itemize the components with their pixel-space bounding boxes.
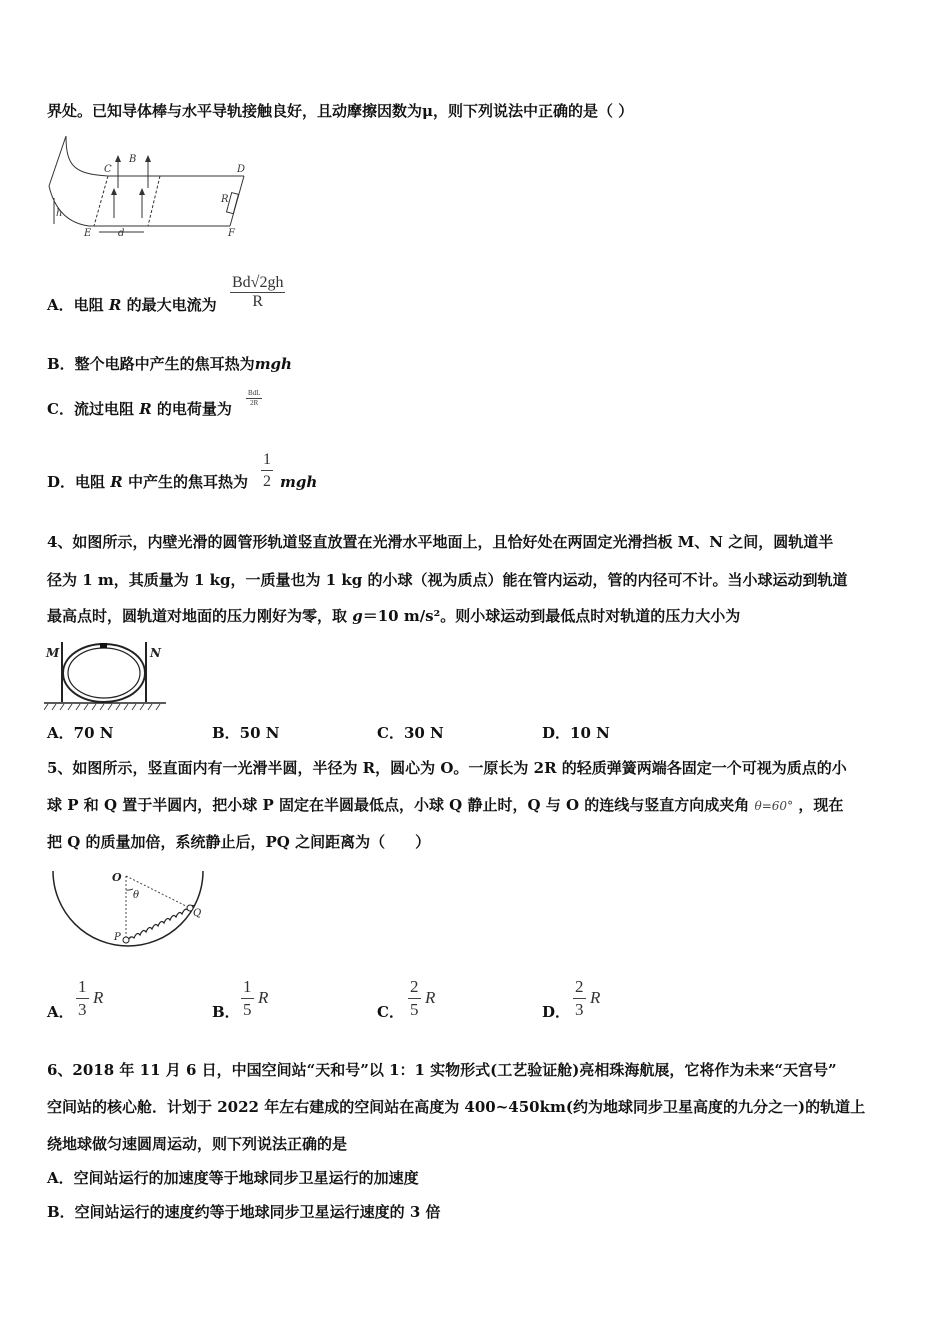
- label-b: B: [129, 154, 137, 165]
- q5-option-d-r: R: [590, 988, 601, 1007]
- q5-option-d[interactable]: D．: [542, 1003, 571, 1021]
- q4-line-2: 径为 1 m，其质量为 1 kg，一质量也为 1 kg 的小球（视为质点）能在管内运动，管的内径可不计。当小球运动到轨道: [47, 571, 848, 589]
- q5-option-c-r: R: [425, 988, 436, 1007]
- label-d-width: d: [118, 228, 125, 239]
- q4-option-d[interactable]: D．10 N: [542, 724, 610, 742]
- q3-option-b[interactable]: B．整个电路中产生的焦耳热为mgh: [47, 355, 292, 373]
- q4-ring-figure: [44, 638, 168, 714]
- q5-option-a-fraction: $\frac{1}{3}$: [78, 977, 87, 1019]
- label-f: F: [228, 228, 235, 239]
- label-o: O: [112, 871, 122, 884]
- label-m: M: [46, 646, 60, 660]
- q5-option-b[interactable]: B．: [212, 1003, 240, 1021]
- q3-option-a-fraction: $\frac{Bd√2gh}{R}$: [232, 274, 284, 310]
- label-h: h: [56, 208, 63, 219]
- label-q: Q: [193, 908, 202, 919]
- q3-option-d-fraction: $\frac{1}{2}$: [263, 451, 271, 490]
- q5-option-b-r: R: [258, 988, 269, 1007]
- q6-line-1: 6、2018 年 11 月 6 日，中国空间站“天和号”以 1：1 实物形式(工艺验证舱)亮相珠海航展，它将作为未来“天宫号”: [47, 1061, 837, 1079]
- q6-option-b[interactable]: B．空间站运行的速度约等于地球同步卫星运行速度的 3 倍: [47, 1203, 441, 1221]
- q5-line-2: 球 P 和 Q 置于半圆内，把小球 P 固定在半圆最低点，小球 Q 静止时，Q 与 O 的连线与竖直方向成夹角 θ=60° ，现在: [47, 796, 844, 814]
- q3-option-a[interactable]: A．电阻 R 的最大电流为: [47, 296, 217, 314]
- q4-option-a[interactable]: A．70 N: [47, 724, 114, 742]
- label-p: P: [114, 932, 121, 943]
- q6-option-a[interactable]: A．空间站运行的加速度等于地球同步卫星运行的加速度: [47, 1169, 419, 1187]
- label-r: R: [221, 194, 229, 205]
- q4-line-3: 最高点时，圆轨道对地面的压力刚好为零，取 g＝10 m/s²。则小球运动到最低点时对轨道的压力大小为: [47, 607, 741, 625]
- q5-option-c[interactable]: C．: [377, 1003, 404, 1021]
- q3-option-c-fraction: BdL 2R: [248, 389, 261, 407]
- q5-option-a-r: R: [93, 988, 104, 1007]
- q3-rail-figure: [44, 136, 254, 240]
- q5-line-1: 5、如图所示，竖直面内有一光滑半圆，半径为 R，圆心为 O。一原长为 2R 的轻质弹簧两端各固定一个可视为质点的小: [47, 759, 847, 777]
- q3-option-d-var: mgh: [280, 473, 318, 491]
- q3-stem: 界处。已知导体棒与水平导轨接触良好，且动摩擦因数为μ，则下列说法中正确的是（ ）: [47, 102, 634, 120]
- q5-option-d-fraction: $\frac{2}{3}$: [575, 977, 584, 1019]
- label-e: E: [84, 228, 92, 239]
- q5-option-b-fraction: $\frac{1}{5}$: [243, 977, 252, 1019]
- q4-line-1: 4、如图所示，内壁光滑的圆管形轨道竖直放置在光滑水平地面上，且恰好处在两固定光滑挡板 M、N 之间，圆轨道半: [47, 533, 834, 551]
- q3-option-d[interactable]: D．电阻 R 中产生的焦耳热为: [47, 473, 248, 491]
- q3-option-c[interactable]: C．流过电阻 R 的电荷量为: [47, 400, 232, 418]
- q5-line-3: 把 Q 的质量加倍，系统静止后，PQ 之间距离为（ ）: [47, 833, 431, 851]
- q5-option-c-fraction: $\frac{2}{5}$: [410, 977, 419, 1019]
- q6-line-2: 空间站的核心舱．计划于 2022 年左右建成的空间站在高度为 400~450km(约为地球同步卫星高度的九分之一)的轨道上: [47, 1098, 866, 1116]
- q4-option-c[interactable]: C．30 N: [377, 724, 444, 742]
- q5-option-a[interactable]: A．: [47, 1003, 74, 1021]
- q5-semicircle-figure: [50, 868, 210, 952]
- label-d: D: [237, 164, 246, 175]
- q4-option-b[interactable]: B．50 N: [212, 724, 280, 742]
- label-n: N: [150, 646, 161, 660]
- label-c: C: [104, 164, 112, 175]
- q6-line-3: 绕地球做匀速圆周运动，则下列说法正确的是: [47, 1135, 348, 1153]
- label-theta: θ: [133, 890, 140, 901]
